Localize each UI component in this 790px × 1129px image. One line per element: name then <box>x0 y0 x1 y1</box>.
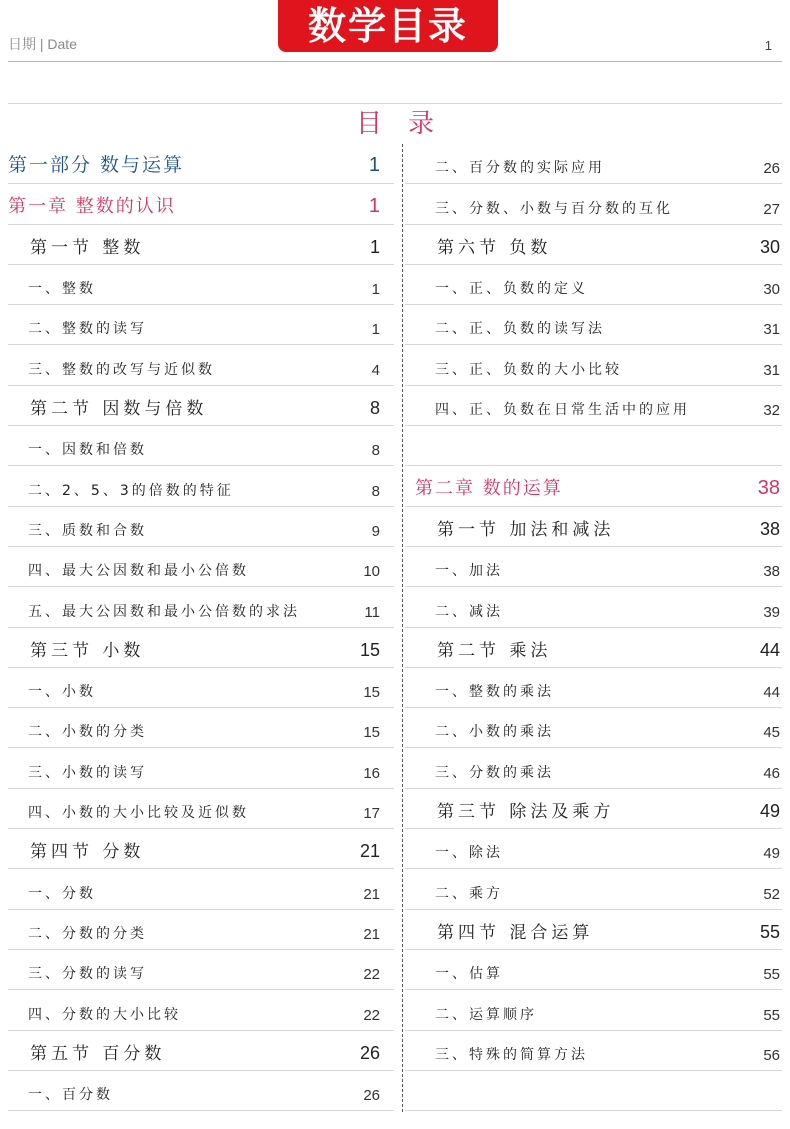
toc-entry-title: 第一章 整数的认识 <box>8 195 176 217</box>
toc-entry-item[interactable] <box>8 305 394 345</box>
toc-entry-title: 一、估算 <box>435 966 503 983</box>
toc-entry-title: 二、小数的分类 <box>28 724 147 741</box>
toc-entry-title: 三、小数的读写 <box>28 764 147 781</box>
toc-entry-section[interactable] <box>8 225 394 265</box>
toc-entry-title: 四、最大公因数和最小公倍数 <box>28 563 249 580</box>
toc-entry-item[interactable] <box>8 869 394 909</box>
toc-entry-section[interactable] <box>405 628 782 668</box>
toc-entry-page: 1 <box>368 154 380 177</box>
toc-entry-item[interactable] <box>405 184 782 224</box>
toc-entry-page: 11 <box>364 603 380 621</box>
banner-title: 数学目录 <box>278 0 498 52</box>
toc-entry-section[interactable] <box>8 628 394 668</box>
toc-title: 目录 <box>355 109 460 139</box>
toc-entry-page: 38 <box>763 563 780 581</box>
toc-entry-page: 49 <box>763 845 780 863</box>
toc-entry-title: 三、整数的改写与近似数 <box>28 361 215 378</box>
toc-entry-section[interactable] <box>405 910 782 950</box>
toc-entry-page: 49 <box>759 801 780 822</box>
toc-entry-item[interactable] <box>405 708 782 748</box>
toc-entry-title: 第六节 负数 <box>437 237 552 258</box>
toc-entry-page: 39 <box>763 603 780 621</box>
toc-entry-item[interactable] <box>8 1071 394 1111</box>
toc-entry-title: 第三节 除法及乘方 <box>437 802 615 823</box>
toc-entry-title: 三、正、负数的大小比较 <box>435 361 622 378</box>
toc-entry-title: 一、分数 <box>28 885 96 902</box>
toc-entry-title: 一、百分数 <box>28 1087 113 1104</box>
toc-entry-item[interactable] <box>405 990 782 1030</box>
toc-entry-page: 26 <box>363 1087 380 1105</box>
toc-entry-title: 第三节 小数 <box>30 640 145 661</box>
toc-entry-title: 三、特殊的简算方法 <box>435 1046 588 1063</box>
toc-entry-title: 五、最大公因数和最小公倍数的求法 <box>28 603 300 620</box>
toc-entry-item[interactable] <box>8 789 394 829</box>
toc-entry-page: 38 <box>759 518 780 539</box>
toc-entry-item[interactable] <box>405 587 782 627</box>
toc-entry-title: 二、2、5、3的倍数的特征 <box>28 482 234 499</box>
toc-entry-page: 31 <box>763 321 780 339</box>
toc-entry-item[interactable] <box>8 910 394 950</box>
toc-entry-page: 15 <box>363 724 380 742</box>
toc-entry-title: 第一部分 数与运算 <box>8 154 185 177</box>
date-label: 日期 | Date <box>8 36 77 52</box>
toc-entry-section[interactable] <box>405 225 782 265</box>
toc-entry-item[interactable] <box>8 466 394 506</box>
toc-entry-page: 55 <box>763 966 780 984</box>
toc-entry-page: 16 <box>363 764 380 782</box>
toc-entry-title: 第四节 分数 <box>30 842 145 863</box>
toc-entry-page: 1 <box>371 321 380 339</box>
toc-entry-page: 10 <box>363 563 380 581</box>
toc-entry-page: 9 <box>371 522 380 540</box>
toc-entry-title: 第四节 混合运算 <box>437 922 594 943</box>
toc-entry-title: 二、正、负数的读写法 <box>435 321 605 338</box>
column-divider <box>402 144 403 1112</box>
toc-entry-title: 三、分数、小数与百分数的互化 <box>435 200 673 217</box>
toc-entry-title: 三、质数和合数 <box>28 522 147 539</box>
toc-entry-item[interactable] <box>8 708 394 748</box>
toc-entry-section[interactable] <box>405 507 782 547</box>
toc-entry-item[interactable] <box>405 748 782 788</box>
toc-entry-item[interactable] <box>405 144 782 184</box>
toc-entry-page: 26 <box>359 1042 380 1063</box>
toc-entry-item[interactable] <box>405 1031 782 1071</box>
toc-entry-page: 4 <box>371 361 380 379</box>
toc-entry-title: 二、百分数的实际应用 <box>435 160 605 177</box>
toc-entry-title: 第二节 乘法 <box>437 640 552 661</box>
toc-entry-item[interactable] <box>8 345 394 385</box>
toc-entry-page: 8 <box>369 398 380 419</box>
toc-entry-item[interactable] <box>8 426 394 466</box>
toc-entry-page: 56 <box>763 1046 780 1064</box>
toc-entry-section[interactable] <box>8 386 394 426</box>
toc-entry-page: 31 <box>763 361 780 379</box>
toc-entry-page: 1 <box>368 194 380 217</box>
toc-entry-page: 46 <box>763 764 780 782</box>
toc-entry-item[interactable] <box>8 748 394 788</box>
toc-entry-section[interactable] <box>8 829 394 869</box>
toc-entry-page: 45 <box>763 724 780 742</box>
toc-entry-title: 四、小数的大小比较及近似数 <box>28 805 249 822</box>
toc-entry-blank <box>405 1071 782 1111</box>
toc-entry-item[interactable] <box>8 507 394 547</box>
toc-entry-item[interactable] <box>405 265 782 305</box>
toc-entry-page: 44 <box>763 684 780 702</box>
toc-entry-title: 第一节 加法和减法 <box>437 519 615 540</box>
toc-entry-title: 第一节 整数 <box>30 237 145 258</box>
toc-entry-page: 21 <box>363 885 380 903</box>
toc-entry-title: 一、小数 <box>28 684 96 701</box>
toc-entry-page: 55 <box>759 921 780 942</box>
toc-entry-chapter[interactable] <box>8 184 394 224</box>
toc-entry-page: 30 <box>763 281 780 299</box>
toc-entry-title: 第二章 数的运算 <box>415 477 563 499</box>
toc-entry-item[interactable] <box>405 305 782 345</box>
toc-entry-item[interactable] <box>405 547 782 587</box>
toc-entry-item[interactable] <box>8 990 394 1030</box>
toc-entry-item[interactable] <box>8 950 394 990</box>
toc-entry-title: 一、除法 <box>435 845 503 862</box>
toc-entry-page: 22 <box>363 966 380 984</box>
toc-entry-page: 52 <box>763 885 780 903</box>
toc-entry-item[interactable] <box>8 668 394 708</box>
toc-entry-title: 三、分数的乘法 <box>435 764 554 781</box>
toc-entry-blank <box>405 426 782 466</box>
toc-entry-page: 38 <box>757 476 780 499</box>
toc-entry-title: 二、运算顺序 <box>435 1006 537 1023</box>
toc-entry-title: 二、分数的分类 <box>28 925 147 942</box>
toc-entry-item[interactable] <box>405 869 782 909</box>
toc-entry-page: 44 <box>759 639 780 660</box>
toc-entry-page: 1 <box>369 236 380 257</box>
toc-entry-item[interactable] <box>405 386 782 426</box>
toc-entry-page: 15 <box>363 684 380 702</box>
toc-entry-title: 二、整数的读写 <box>28 321 147 338</box>
toc-entry-page: 32 <box>763 402 780 420</box>
toc-entry-title: 一、加法 <box>435 563 503 580</box>
toc-entry-title: 三、分数的读写 <box>28 966 147 983</box>
toc-right-column <box>405 144 782 1111</box>
toc-entry-title: 二、减法 <box>435 603 503 620</box>
toc-entry-title: 一、整数 <box>28 281 96 298</box>
toc-entry-chapter[interactable] <box>405 466 782 506</box>
toc-entry-page: 21 <box>359 841 380 862</box>
toc-entry-page: 21 <box>363 925 380 943</box>
page-number: 1 <box>764 38 772 53</box>
toc-entry-title: 二、乘方 <box>435 885 503 902</box>
toc-entry-page: 17 <box>363 805 380 823</box>
toc-entry-page: 27 <box>763 200 780 218</box>
toc-entry-page: 8 <box>371 482 380 500</box>
toc-entry-part[interactable] <box>8 144 394 184</box>
toc-entry-title: 四、分数的大小比较 <box>28 1006 181 1023</box>
toc-entry-title: 二、小数的乘法 <box>435 724 554 741</box>
toc-entry-page: 26 <box>763 160 780 178</box>
toc-entry-page: 1 <box>371 281 380 299</box>
toc-left-column <box>8 144 394 1111</box>
toc-entry-title: 一、正、负数的定义 <box>435 281 588 298</box>
toc-entry-item[interactable] <box>8 587 394 627</box>
header-divider <box>8 61 782 62</box>
toc-entry-page: 8 <box>371 442 380 460</box>
toc-entry-item[interactable] <box>405 345 782 385</box>
toc-entry-page: 22 <box>363 1006 380 1024</box>
toc-entry-page: 15 <box>359 639 380 660</box>
toc-entry-page: 30 <box>759 236 780 257</box>
toc-entry-title: 一、因数和倍数 <box>28 442 147 459</box>
toc-entry-title: 第二节 因数与倍数 <box>30 399 208 420</box>
toc-entry-page: 55 <box>763 1006 780 1024</box>
toc-entry-title: 四、正、负数在日常生活中的应用 <box>435 402 690 419</box>
toc-entry-item[interactable] <box>8 265 394 305</box>
toc-entry-section[interactable] <box>405 789 782 829</box>
toc-entry-title: 一、整数的乘法 <box>435 684 554 701</box>
toc-entry-item[interactable] <box>405 950 782 990</box>
toc-entry-item[interactable] <box>405 829 782 869</box>
toc-entry-title: 第五节 百分数 <box>30 1043 166 1064</box>
toc-entry-item[interactable] <box>405 668 782 708</box>
toc-entry-section[interactable] <box>8 1031 394 1071</box>
toc-entry-item[interactable] <box>8 547 394 587</box>
